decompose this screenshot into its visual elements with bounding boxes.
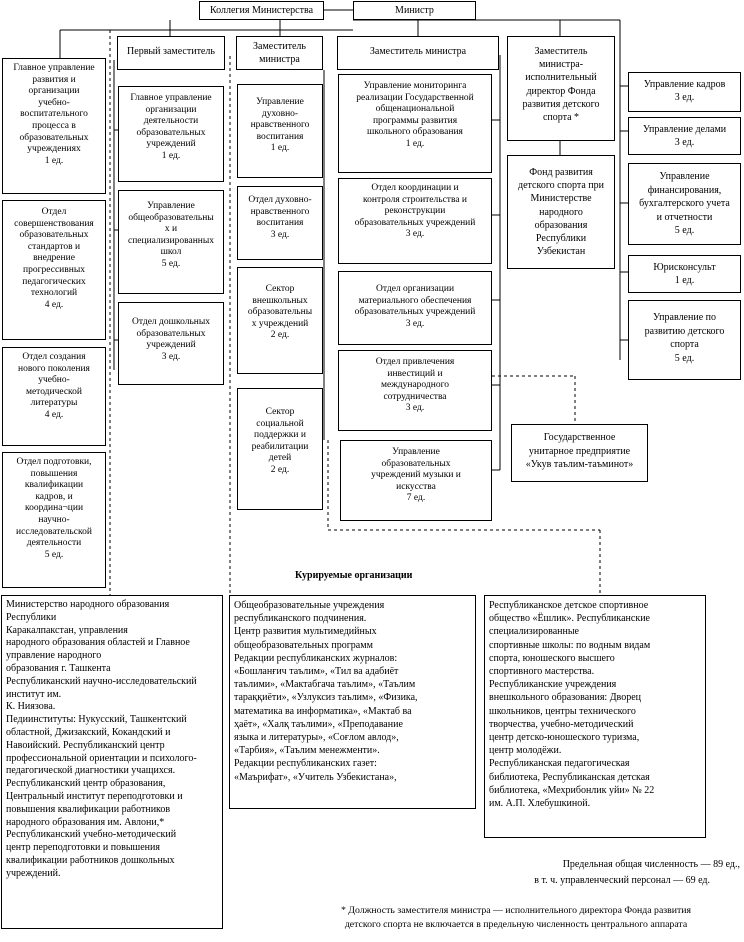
first-deputy-unit-1: Главное управление организации деятельности образовательных учреждений 1 ед. <box>118 86 224 182</box>
state-enterprise-box: Государственное унитарное предприятие «Укув таълим-таъминот» <box>511 424 648 482</box>
first-deputy-unit-3: Отдел дошкольных образовательных учреждений 3 ед. <box>118 302 224 385</box>
right-unit-5: Управление по развитию детского спорта 5 ед. <box>628 300 741 380</box>
footnote: * Должность заместителя министра — исполнительного директора Фонда развития детского спорта не включается в предельную численность центрального аппарата <box>340 905 692 930</box>
third-deputy-unit-1: Управление мониторинга реализации Государственной общенациональной программы развития школьного образования 1 ед. <box>338 74 492 173</box>
right-unit-1: Управление кадров 3 ед. <box>628 72 741 112</box>
management-headcount-line: в т. ч. управленческий персонал — 69 ед. <box>534 875 710 886</box>
supervised-left: Министерство народного образования Республики Каракалпакстан, управления народного образования областей и Главное управление народного образования г. Ташкента Республиканский научно-исследовательский институт им. К. Ниязова. Педиинституты: Нукусский, Ташкентский областной, Джизакский, Кокандский и Навоийский. Республиканский центр профессиональной ориентации и психолого- педагогической диагностики учащихся. Республиканский центр образования, Центральный институт переподготовки и повышения квалификации работников народного образования им. Авлони,* Республиканский учебно-методический центр переподготовки и повышения квалификации работников дошкольных учреждений. <box>1 595 223 929</box>
left-unit-4: Отдел подготовки, повышения квалификации кадров, и координа¬ции научно- исследовательской деятельности 5 ед. <box>2 452 106 588</box>
collegium-box: Коллегия Министерства <box>199 1 324 20</box>
music-unit: Управление образовательных учреждений музыки и искусства 7 ед. <box>340 440 492 521</box>
right-unit-2: Управление делами 3 ед. <box>628 117 741 155</box>
third-deputy-unit-4: Отдел привлечения инвестиций и международного сотрудничества 3 ед. <box>338 350 492 431</box>
left-unit-2: Отдел совершенствования образовательных стандартов и внедрение прогрессивных педагогических технологий 4 ед. <box>2 200 106 340</box>
second-deputy-unit-2: Отдел духовно- нравственного воспитания 3 ед. <box>237 186 323 260</box>
second-deputy-box: Заместитель министра <box>236 36 323 70</box>
total-headcount-line: Предельная общая численность — 89 ед., <box>562 859 740 870</box>
supervised-right: Республиканское детское спортивное общество «Ёшлик». Республиканские специализированные спортивные школы: по водным видам спорта, юношеского высшего спортивного мастерства. Республиканские учреждения внешкольного образования: Дворец школьников, центры технического творчества, учебно-методический центр детско-юношеского туризма, центр молодёжи. Республиканская педагогическая библиотека, Республиканская детская библиотека, «Мехрибонлик уйи» № 22 им. А.П. Хлебушкиной. <box>484 595 706 838</box>
left-unit-3: Отдел создания нового поколения учебно- методической литературы 4 ед. <box>2 347 106 446</box>
second-deputy-unit-3: Сектор внешкольных образовательны х учреждений 2 ед. <box>237 267 323 374</box>
first-deputy-box: Первый заместитель <box>117 36 225 70</box>
second-deputy-unit-4: Сектор социальной поддержки и реабилитации детей 2 ед. <box>237 388 323 510</box>
fourth-deputy-box: Заместитель министра- исполнительный директор Фонда развития детского спорта * <box>507 36 615 141</box>
fund-box: Фонд развития детского спорта при Министерстве народного образования Республики Узбекистан <box>507 155 615 269</box>
right-unit-4: Юрисконсульт 1 ед. <box>628 255 741 293</box>
first-deputy-unit-2: Управление общеобразовательны х и специализированных школ 5 ед. <box>118 190 224 294</box>
supervised-heading: Курируемые организации <box>295 570 413 581</box>
left-unit-1: Главное управление развития и организации учебно- воспитательного процесса в образовательных учреждениях 1 ед. <box>2 58 106 194</box>
minister-box: Министр <box>353 1 476 20</box>
third-deputy-unit-3: Отдел организации материального обеспечения образовательных учреждений 3 ед. <box>338 271 492 345</box>
right-unit-3: Управление финансирования, бухгалтерского учета и отчетности 5 ед. <box>628 163 741 245</box>
third-deputy-unit-2: Отдел координации и контроля строительства и реконструкции образовательных учреждений 3 ед. <box>338 178 492 264</box>
third-deputy-box: Заместитель министра <box>337 36 499 70</box>
second-deputy-unit-1: Управление духовно- нравственного воспитания 1 ед. <box>237 84 323 178</box>
supervised-middle: Общеобразовательные учреждения республиканского подчинения. Центр развития мультимедийных общеобразовательных программ Редакции республиканских журналов: «Бошланғич таълим», «Тил ва адабиёт таълими», «Мактабгача таълим», «Таълим тараққиёти», «Узлуксиз таълим», «Физика, математика ва информатика», «Мактаб ва ҳаёт», «Халқ таълими», «Преподавание языка и литературы», «Соғлом авлод», «Тарбия», «Таълим менежменти». Редакции республиканских газет: «Маърифат», «Учитель Узбекистана», <box>229 595 476 809</box>
